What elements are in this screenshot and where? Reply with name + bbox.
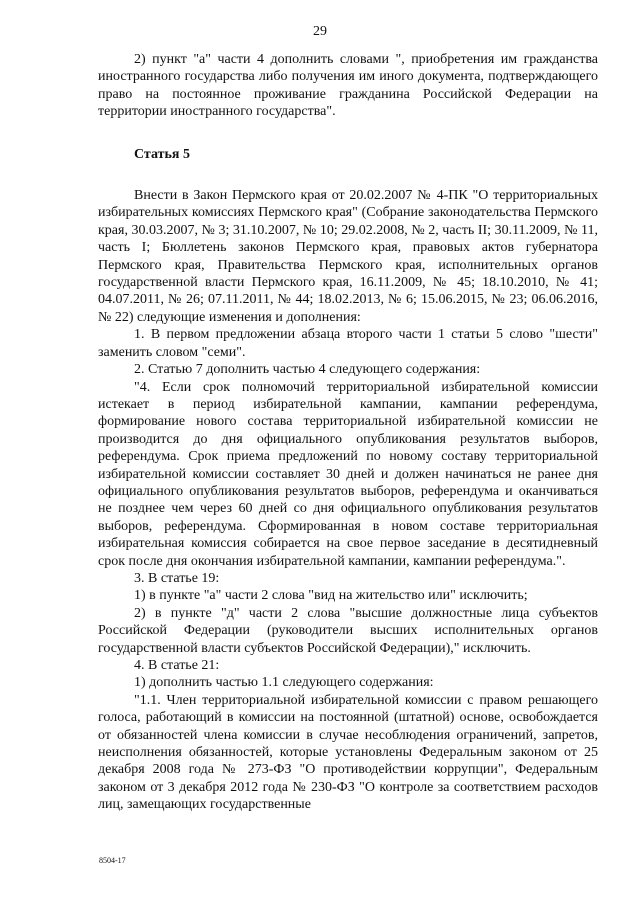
footer-document-code: 8504-17 [99, 856, 126, 865]
paragraph-item-4-1: 1) дополнить частью 1.1 следующего содержания: [134, 675, 434, 691]
paragraph-item-3-1: 1) в пункте "а" части 2 слова "вид на жительство или" исключить; [134, 588, 528, 604]
document-body [98, 51, 598, 814]
paragraph-item-3: 3. В статье 19: [134, 570, 220, 586]
paragraph-amendment-point-2: 2) пункт "а" части 4 дополнить словами ", приобретения им гражданства иностранного государства либо получения им иного документа, подтверждающего право на постоянное проживание гражданина Российской Федерации на территории иностранного государства". [98, 52, 598, 120]
paragraph-item-4: 4. В статье 21: [134, 658, 220, 673]
paragraph-quote-part-1-1: "1.1. Член территориальной избирательной комиссии с правом решающего голоса, работающий в комиссии на постоянной (штатной) основе, освобождается от обязанностей члена комиссии в случае несоблюдения ограничений, запретов, неисполнения обязанностей, которые установлены Федеральным законом от 25 декабря 2008 года № 273-ФЗ "О противодействии коррупции", Федеральным законом от 3 декабря 2012 года № 230-ФЗ "О контроле за соответствием расходов лиц, замещающих государственные [98, 692, 598, 813]
paragraph-item-1: 1. В первом предложении абзаца второго части 1 статьи 5 слово "шести" заменить словом "семи". [98, 327, 598, 360]
paragraph-intro: Внести в Закон Пермского края от 20.02.2007 № 4-ПК "О территориальных избирательных комиссиях Пермского края" (Собрание законодательства Пермского края, 30.03.2007, № 3; 31.10.2007, № 10; 29.02.2008, № 2, часть II; 30.11.2009, № 11, часть I; Бюллетень законов Пермского края, правовых актов губернатора Пермского края, Правительства Пермского края, исполнительных органов государственной власти Пермского края, 16.11.2009, № 45; 18.10.2010, № 41; 04.07.2011, № 26; 07.11.2011, № 44; 18.02.2013, № 6; 15.06.2015, № 23; 06.06.2016, № 22) следующие изменения и дополнения: [98, 188, 598, 325]
paragraph-item-3-2: 2) в пункте "д" части 2 слова "высшие должностные лица субъектов Российской Федерации (руководители высших исполнительных органов государственной власти субъектов Российской Федерации)," исключить. [98, 605, 598, 656]
paragraph-quote-part-4: "4. Если срок полномочий территориальной избирательной комиссии истекает в период избирательной кампании, кампании референдума, формирование нового состава территориальной избирательной комиссии не производится до дня официального опубликования результатов выборов, референдума. Срок приема предложений по новому составу территориальной избирательной комиссии составляет 30 дней и должен начинаться не ранее дня официального опубликования результатов выборов, референдума и оканчиваться не позднее чем через 60 дней со дня официального опубликования результатов выборов, референдума. Сформированная в новом составе территориальная избирательная комиссия собирается на свое первое заседание в десятидневный срок после дня окончания избирательной кампании, кампании референдума.". [98, 379, 598, 569]
article-heading: Статья 5 [134, 146, 190, 162]
page-number: 29 [313, 24, 327, 39]
paragraph-item-2: 2. Статью 7 дополнить частью 4 следующего содержания: [134, 362, 481, 378]
